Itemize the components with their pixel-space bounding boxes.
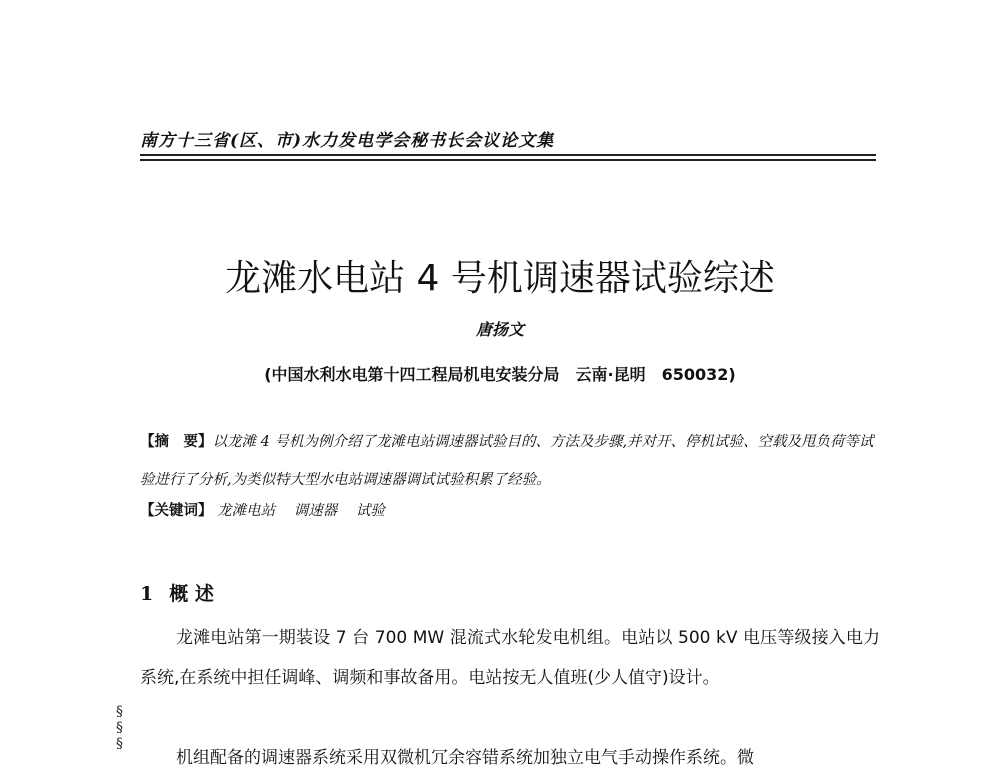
header-rule-top xyxy=(140,154,876,156)
abstract-text: 以龙滩 4 号机为例介绍了龙滩电站调速器试验目的、方法及步骤,并对开、停机试验、空载及甩负荷等试验进行了分析,为类似特大型水电站调速器调试试验积累了经验。 xyxy=(140,434,874,488)
keyword: 调速器 xyxy=(293,503,338,519)
section-heading xyxy=(140,579,214,606)
paragraph: 龙滩电站第一期装设 7 台 700 MW 混流式水轮发电机组。电站以 500 kV 电压等级接入电力系统,在系统中担任调峰、调频和事故备用。电站按无人值班(少人值守)设计。 xyxy=(140,628,880,688)
margin-mark-icon: § xyxy=(116,720,123,736)
margin-marks xyxy=(116,704,123,752)
affiliation: (中国水利水电第十四工程局机电安装分局 云南·昆明 650032) xyxy=(264,365,736,384)
keywords-label: 【关键词】 xyxy=(140,503,213,519)
keywords xyxy=(140,499,399,523)
section-number: 1 xyxy=(140,583,154,605)
header-rule-bottom xyxy=(140,159,876,161)
margin-mark-icon: § xyxy=(116,704,123,720)
section-title: 概 述 xyxy=(169,583,214,605)
paragraph: 机组配备的调速器系统采用双微机冗余容错系统加独立电气手动操作系统。微 xyxy=(176,748,754,768)
abstract xyxy=(140,423,885,499)
author: 唐扬文 xyxy=(475,320,524,339)
keyword: 试验 xyxy=(355,503,385,519)
keyword: 龙滩电站 xyxy=(217,503,276,519)
margin-mark-icon: § xyxy=(116,736,123,752)
abstract-label: 【摘 要】 xyxy=(140,434,213,450)
running-head: 南方十三省(区、市)水力发电学会秘书长会议论文集 xyxy=(140,131,555,151)
paper-title: 龙滩水电站 4 号机调速器试验综述 xyxy=(225,258,775,299)
